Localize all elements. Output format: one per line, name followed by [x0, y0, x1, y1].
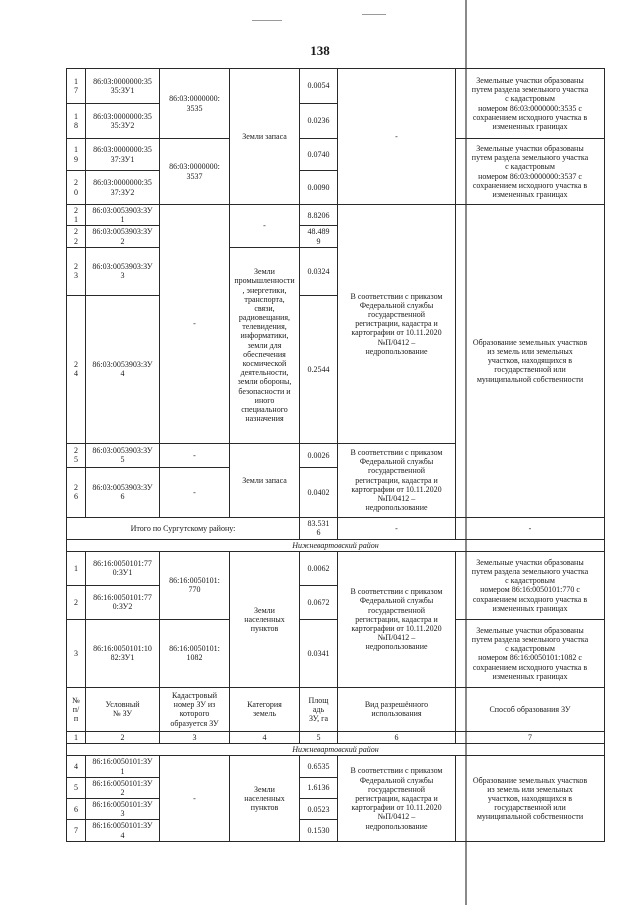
district-name: Нижневартовский район [67, 744, 605, 756]
row-number: 3 [67, 619, 86, 687]
formation-method: Земельные участки образованы путем раздела земельного участка с кадастровым номером 86:03:0000000:3537 с сохранением исходного участка в измененных границах [456, 139, 605, 205]
row-number: 2 [67, 585, 86, 619]
row-number: 1 8 [67, 104, 86, 139]
total-use: - [338, 517, 456, 539]
column-number: 4 [230, 731, 300, 743]
row-number: 2 5 [67, 443, 86, 467]
permitted-use: В соответствии с приказом Федеральной службы государственной регистрации, кадастра и картографии от 10.11.2020 №П/0412 – недропользование [338, 205, 456, 444]
plot-area: 0.0324 [300, 247, 338, 295]
row-number: 6 [67, 799, 86, 820]
plot-area: 0.6535 [300, 756, 338, 777]
formation-method: Образование земельных участков из земель или земельных участков, находящихся в государственной или муниципальной собственности [456, 756, 605, 842]
table-row [67, 205, 605, 226]
conditional-number: 86:03:0000000:35 35:ЗУ1 [86, 69, 160, 104]
column-number: 6 [338, 731, 456, 743]
conditional-number: 86:03:0053903:ЗУ 5 [86, 443, 160, 467]
cadastral-number: - [160, 756, 230, 842]
district-name: Нижневартовский район [67, 539, 605, 551]
header-permitted-use: Вид разрешённого использования [338, 687, 456, 731]
district-row [67, 539, 605, 551]
row-number: 1 9 [67, 139, 86, 171]
plot-area: 0.0740 [300, 139, 338, 171]
land-category: Земли запаса [230, 443, 300, 517]
plot-area: 1.6136 [300, 777, 338, 798]
column-number: 3 [160, 731, 230, 743]
table-row [67, 139, 605, 171]
row-number: 1 [67, 551, 86, 585]
cadastral-number: - [160, 467, 230, 517]
plot-area: 0.0523 [300, 799, 338, 820]
permitted-use: - [338, 69, 456, 205]
scan-artifact [362, 14, 386, 15]
conditional-number: 86:03:0053903:ЗУ 1 [86, 205, 160, 226]
conditional-number: 86:03:0000000:35 37:ЗУ1 [86, 139, 160, 171]
land-category: - [230, 205, 300, 248]
row-number: 2 6 [67, 467, 86, 517]
conditional-number: 86:03:0053903:ЗУ 2 [86, 226, 160, 247]
page-number: 138 [310, 43, 330, 58]
conditional-number: 86:03:0053903:ЗУ 6 [86, 467, 160, 517]
land-category: Земли населенных пунктов [230, 756, 300, 842]
plot-area: 0.0402 [300, 467, 338, 517]
total-method: - [456, 517, 605, 539]
plot-area: 0.0090 [300, 171, 338, 205]
row-number: 1 7 [67, 69, 86, 104]
conditional-number: 86:16:0050101:ЗУ 1 [86, 756, 160, 777]
header-land-category: Категория земель [230, 687, 300, 731]
header-cadastral-number: Кадастровый номер ЗУ из которого образуется ЗУ [160, 687, 230, 731]
conditional-number: 86:03:0000000:35 35:ЗУ2 [86, 104, 160, 139]
cadastral-number: 86:03:0000000: 3537 [160, 139, 230, 205]
plot-area: 8.8206 [300, 205, 338, 226]
conditional-number: 86:16:0050101:77 0:ЗУ2 [86, 585, 160, 619]
conditional-number: 86:16:0050101:ЗУ 3 [86, 799, 160, 820]
formation-method: Земельные участки образованы путем раздела земельного участка с кадастровым номером 86:03:0000000:3535 с сохранением исходного участка в измененных границах [456, 69, 605, 139]
plot-area: 0.0672 [300, 585, 338, 619]
column-number: 5 [300, 731, 338, 743]
row-number: 2 4 [67, 295, 86, 443]
conditional-number: 86:03:0000000:35 37:ЗУ2 [86, 171, 160, 205]
table-row [67, 69, 605, 104]
conditional-number: 86:16:0050101:ЗУ 2 [86, 777, 160, 798]
plot-area: 0.0341 [300, 619, 338, 687]
cadastral-number: - [160, 205, 230, 444]
column-numbers-row [67, 731, 605, 743]
column-number: 7 [456, 731, 605, 743]
row-number: 2 2 [67, 226, 86, 247]
conditional-number: 86:16:0050101:10 82:ЗУ1 [86, 619, 160, 687]
header-formation-method: Способ образования ЗУ [456, 687, 605, 731]
total-row [67, 517, 605, 539]
row-number: 5 [67, 777, 86, 798]
permitted-use: В соответствии с приказом Федеральной службы государственной регистрации, кадастра и картографии от 10.11.2020 №П/0412 – недропользование [338, 443, 456, 517]
formation-method: Образование земельных участков из земель или земельных участков, находящихся в государственной или муниципальной собственности [456, 205, 605, 518]
scan-artifact [252, 20, 282, 21]
conditional-number: 86:16:0050101:77 0:ЗУ1 [86, 551, 160, 585]
row-number: 2 1 [67, 205, 86, 226]
land-category: Земли населенных пунктов [230, 551, 300, 687]
conditional-number: 86:03:0053903:ЗУ 3 [86, 247, 160, 295]
column-number: 2 [86, 731, 160, 743]
plot-area: 0.0026 [300, 443, 338, 467]
table-row [67, 619, 605, 687]
total-area: 83.531 6 [300, 517, 338, 539]
permitted-use: В соответствии с приказом Федеральной службы государственной регистрации, кадастра и картографии от 10.11.2020 №П/0412 – недропользование [338, 756, 456, 842]
header-row-number: № п/ п [67, 687, 86, 731]
row-number: 2 3 [67, 247, 86, 295]
plot-area: 48.489 9 [300, 226, 338, 247]
land-category: Земли промышленности , энергетики, транспорта, связи, радиовещания, телевидения, информатики, земли для обеспечения космической деятельности, земли обороны, безопасности и иного специального назначения [230, 247, 300, 443]
plot-area: 0.1530 [300, 820, 338, 841]
permitted-use: В соответствии с приказом Федеральной службы государственной регистрации, кадастра и картографии от 10.11.2020 №П/0412 – недропользование [338, 551, 456, 687]
conditional-number: 86:16:0050101:ЗУ 4 [86, 820, 160, 841]
table-header [67, 687, 605, 731]
row-number: 7 [67, 820, 86, 841]
formation-method: Земельные участки образованы путем раздела земельного участка с кадастровым номером 86:16:0050101:770 с сохранением исходного участка в измененных границах [456, 551, 605, 619]
formation-method: Земельные участки образованы путем раздела земельного участка с кадастровым номером 86:16:0050101:1082 с сохранением исходного участка в измененных границах [456, 619, 605, 687]
land-plot-table [66, 68, 605, 842]
plot-area: 0.0062 [300, 551, 338, 585]
district-row [67, 744, 605, 756]
plot-area: 0.0236 [300, 104, 338, 139]
cadastral-number: - [160, 443, 230, 467]
plot-area: 0.2544 [300, 295, 338, 443]
total-label: Итого по Сургутскому району: [67, 517, 300, 539]
header-conditional-number: Условный № ЗУ [86, 687, 160, 731]
land-category: Земли запаса [230, 69, 300, 205]
plot-area: 0.0054 [300, 69, 338, 104]
cadastral-number: 86:03:0000000: 3535 [160, 69, 230, 139]
header-area: Площ адь ЗУ, га [300, 687, 338, 731]
table-row [67, 756, 605, 777]
column-number: 1 [67, 731, 86, 743]
row-number: 2 0 [67, 171, 86, 205]
conditional-number: 86:03:0053903:ЗУ 4 [86, 295, 160, 443]
cadastral-number: 86:16:0050101: 1082 [160, 619, 230, 687]
table-row [67, 551, 605, 585]
row-number: 4 [67, 756, 86, 777]
cadastral-number: 86:16:0050101: 770 [160, 551, 230, 619]
